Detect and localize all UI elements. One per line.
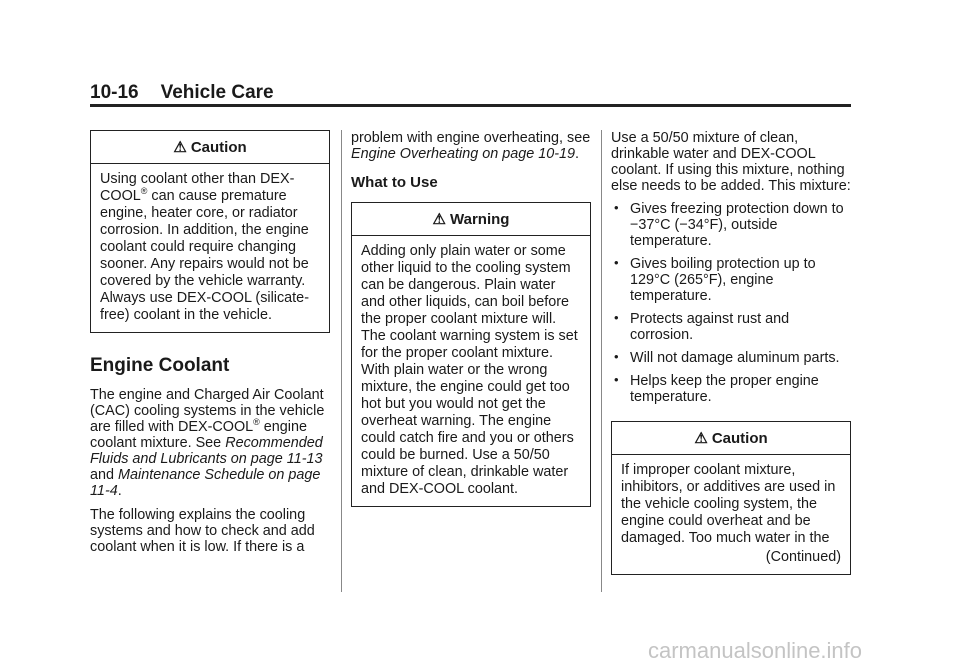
list-item: • Gives boiling protection up to 129°C (265°F), engine temperature. [611,256,851,304]
caution-box-2 [611,421,851,575]
para2-cont-end: . [575,146,580,162]
caution-body-1 [91,164,329,332]
column-3 [611,130,851,575]
mixture-bullet-list [611,201,851,405]
engine-coolant-heading: Engine Coolant [90,355,230,376]
registered-mark: ® [253,417,260,428]
ref-maintenance-schedule[interactable]: Maintenance Schedule on page 11-4 [90,467,321,499]
page-header [90,82,274,104]
caution-header-1 [91,131,329,164]
caution-title-2: Caution [711,430,768,447]
caution-icon: ⚠ [173,139,187,156]
para1-text-b: engine coolant mixture. See [90,419,308,451]
caution-title-1: Caution [190,139,247,156]
mixture-intro: Use a 50/50 mixture of clean, drinkable water and DEX-COOL coolant. If using this mixture, nothing else needs to be added. This mixture: [611,130,851,194]
list-item: • Gives freezing protection down to −37°C (−34°F), outside temperature. [611,201,851,249]
column-divider-2 [601,130,602,592]
column-2 [351,130,591,507]
warning-box [351,202,591,507]
para1-end: . [117,483,122,499]
para2-cont-text: problem with engine overheating, see [351,130,591,146]
para1-text-a: The engine and Charged Air Coolant (CAC) cooling systems in the vehicle are filled with DEX-COOL [90,387,325,435]
ref-engine-overheating[interactable]: Engine Overheating on page 10-19 [351,146,576,162]
list-item: • Protects against rust and corrosion. [611,311,851,343]
caution-body-2 [612,455,850,574]
watermark: carmanualsonline.info [648,638,863,663]
para1-and: and [90,467,119,483]
continued-label: (Continued) [765,549,841,565]
header-rule [90,104,851,107]
section-title: Vehicle Care [160,82,274,103]
caution-box-1 [90,130,330,333]
registered-mark: ® [140,186,148,197]
engine-coolant-para-2: The following explains the cooling systems and how to check and add coolant when it is low. If there is a [90,507,315,555]
ref-recommended-fluids[interactable]: Recommended Fluids and Lubricants on page 11-13 [90,435,323,467]
engine-coolant-para-1 [90,387,330,499]
warning-header [352,203,590,236]
caution-text-1a: Using coolant other than DEX-COOL [100,171,295,204]
caution-text-2: If improper coolant mixture, inhibitors, or additives are used in the vehicle cooling system, the engine could overheat and be damaged. Too much water in the [621,462,836,546]
column-divider-1 [341,130,342,592]
caution-text-1b: can cause premature engine, heater core, or radiator corrosion. In addition, the engine coolant could require changing sooner. Any repairs would not be covered by the vehicle warranty. Always use DEX-COOL (silicate-free) coolant in the vehicle. [100,188,309,323]
list-item: • Helps keep the proper engine temperature. [611,373,851,405]
warning-title: Warning [450,211,510,228]
caution-header-2 [612,422,850,455]
page-number: 10-16 [90,82,139,103]
warning-body: Adding only plain water or some other liquid to the cooling system can be dangerous. Plain water and other liquids, can boil before the proper coolant mixture will. The coolant warning system is set for the proper coolant mixture. With plain water or the wrong mixture, the engine could get too hot but you would not get the overheat warning. The engine could catch fire and you or others could be burned. Use a 50/50 mixture of clean, drinkable water and DEX-COOL coolant. [361,243,578,497]
what-to-use-heading: What to Use [351,174,438,191]
warning-icon: ⚠ [432,211,446,228]
column-1 [90,130,330,555]
caution-icon: ⚠ [694,430,708,447]
list-item: • Will not damage aluminum parts. [611,350,851,366]
engine-coolant-para-2-cont [351,130,591,162]
